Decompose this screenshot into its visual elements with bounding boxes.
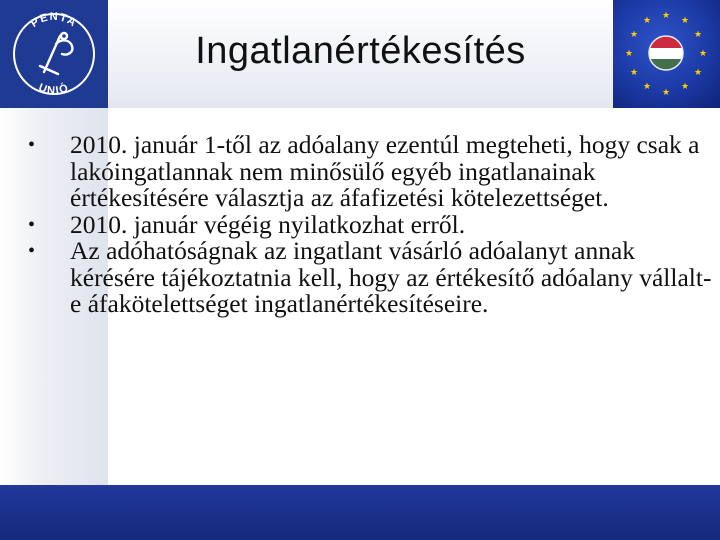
svg-text:★: ★ (629, 68, 639, 78)
logo-text-bottom: UNIÓ (36, 81, 72, 98)
svg-text:★: ★ (629, 30, 639, 40)
bullet-dot-icon: • (28, 213, 36, 236)
penta-unio-logo-icon (0, 0, 108, 108)
svg-text:★: ★ (693, 68, 703, 78)
svg-text:★: ★ (680, 16, 690, 26)
svg-text:★: ★ (642, 82, 652, 92)
svg-text:UNIÓ (37, 81, 72, 98)
bullet-list (22, 132, 712, 318)
list-item (22, 238, 712, 318)
bullet-text: 2010. január végéig nyilatkozhat erről. (70, 209, 466, 239)
bullet-text: Az adóhatóságnak az ingatlant vásárló adóalanyt annak kérésére tájékoztatnia kell, hogy az értékesítő adóalany vállalt-e áfakötelettséget ingatlanértékesítéseire. (70, 236, 712, 318)
svg-text:PENTA (29, 11, 80, 30)
svg-text:★: ★ (642, 16, 652, 26)
bullet-text: 2010. január 1-től az adóalany ezentúl megteheti, hogy csak a lakóingatlannak nem minősülő egyéb ingatlanainak értékesítésére választja az áfafizetési kötelezettséget. (70, 130, 700, 212)
logo-text-top: PENTA (28, 10, 80, 30)
svg-text:★: ★ (624, 49, 634, 59)
svg-text:★: ★ (693, 30, 703, 40)
bullet-dot-icon: • (28, 134, 36, 156)
logo-panel (0, 0, 108, 108)
svg-text:★: ★ (698, 49, 708, 59)
slide-title: Ingatlanértékesítés (195, 30, 526, 72)
svg-text:★: ★ (680, 82, 690, 92)
list-item (22, 132, 712, 212)
list-item (22, 209, 712, 239)
eu-hungary-flag-icon (613, 0, 720, 108)
svg-text:★: ★ (661, 11, 671, 21)
bullet-dot-icon: • (28, 240, 36, 262)
flag-panel (613, 0, 720, 108)
svg-text:★: ★ (661, 88, 671, 98)
footer-band (0, 485, 720, 540)
